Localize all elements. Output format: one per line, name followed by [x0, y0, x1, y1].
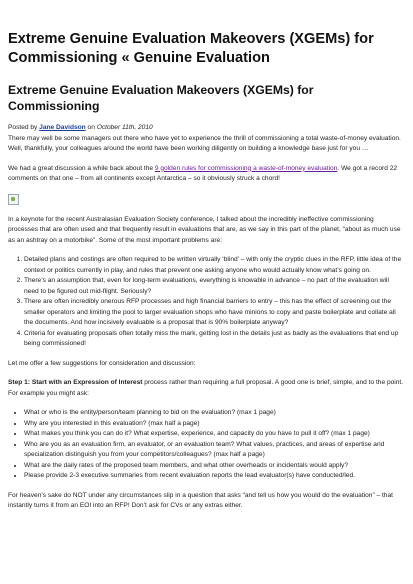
- list-item: 2. There’s an assumption that, even for long-term evaluations, everything is knowable in advance – no part of the evaluation will need to be figured out mid-flight. Seriously?: [24, 276, 405, 297]
- discussion-post-text: . We got a record 22 comments on that one – from all continents except Antarctica – so it obviously struck a chord!: [8, 164, 398, 182]
- list-item: • Please provide 2-3 executive summaries from recent evaluation reports the lead evaluator(s) have conducted/led.: [24, 471, 405, 482]
- discussion-pre-text: We had a great discussion a while back about the: [8, 164, 155, 172]
- discussion-paragraph: [8, 164, 405, 185]
- broken-image-icon: [8, 194, 19, 205]
- post-meta: [8, 123, 405, 134]
- post-title: Extreme Genuine Evaluation Makeovers (XGEMs) for Commissioning: [8, 83, 314, 113]
- author-link[interactable]: Jane Davidson: [39, 124, 86, 131]
- post-date: October 11th, 2010: [96, 124, 153, 131]
- list-item: 1. Detailed plans and costings are often required to be written virtually ‘blind’ – with only the cryptic clues in the RFP, little idea of the context or politics currently in play, and rules that prevent one asking anyone who would actually know what’s going on.: [24, 255, 405, 276]
- offer-paragraph: Let me offer a few suggestions for consideration and discussion:: [8, 359, 196, 367]
- step1-text: process rather than requiring a full proposal. A good one is brief, simple, and to the point. For example you might ask:: [8, 379, 404, 397]
- questions-list: [8, 408, 405, 482]
- meta-on: on: [85, 124, 97, 131]
- meta-prefix: Posted by: [8, 124, 40, 131]
- list-item: 3. There are often incredibly onerous RFP processes and high financial barriers to entry – this has the effect of screening out the smaller operators and limiting the pool to larger evaluation shops who have minions to copy and paste boilerplate and collate all the documents. And how incisively evaluable is a proposal that is 90% boilerplate anyway?: [24, 297, 405, 329]
- list-item: • What are the daily rates of the proposed team members, and what other overheads or incidentals would apply?: [24, 461, 405, 472]
- keynote-paragraph: In a keynote for the recent Australasian Evaluation Society conference, I talked about the incredibly ineffective commissioning processes that are often used and that frequently result in evaluations that are, as we say in this part of the planet, “about as much use as an ashtray on a motorbike”. Some of the most important problems are:: [8, 215, 401, 244]
- closing-paragraph: For heaven’s sake do NOT under any circumstances slip in a question that asks “and tell us how you would do the evaluation” – that instantly turns it from an EOI into an RFP! Don’t ask for CVs or any extras either.: [8, 491, 393, 509]
- intro-paragraph: There may well be some managers out there who have yet to experience the thrill of commissioning a total waste-of-money evaluation. Well, thankfully, your colleagues around the world have been working diligently on building a knowledge base just for you …: [8, 134, 401, 152]
- list-item: • What makes you think you can do it? What expertise, experience, and capacity do you have to pull it off? (max 1 page): [24, 429, 405, 440]
- list-item: 4. Criteria for evaluating proposals often totally miss the mark, getting lost in the details just as badly as the evaluations that end up being commissioned!: [24, 329, 405, 350]
- golden-rules-link[interactable]: 9 golden rules for commissioning a waste-of-money evaluation: [154, 164, 338, 172]
- problems-list: [8, 255, 405, 350]
- step1-paragraph: [8, 378, 405, 399]
- list-item: • Why are you interested in this evaluation? (max half a page): [24, 419, 405, 430]
- step1-title: Step 1: Start with an Expression of Interest: [8, 379, 143, 386]
- list-item: • What or who is the entity/person/team planning to bid on the evaluation? (max 1 page): [24, 408, 405, 419]
- page-title: Extreme Genuine Evaluation Makeovers (XGEMs) for Commissioning « Genuine Evaluation: [8, 31, 374, 66]
- list-item: • Who are you as an evaluation firm, an evaluator, or an evaluation team? What values, practices, and areas of expertise and specialization distinguish you from your competitors/colleagues? (max half a page): [24, 440, 405, 461]
